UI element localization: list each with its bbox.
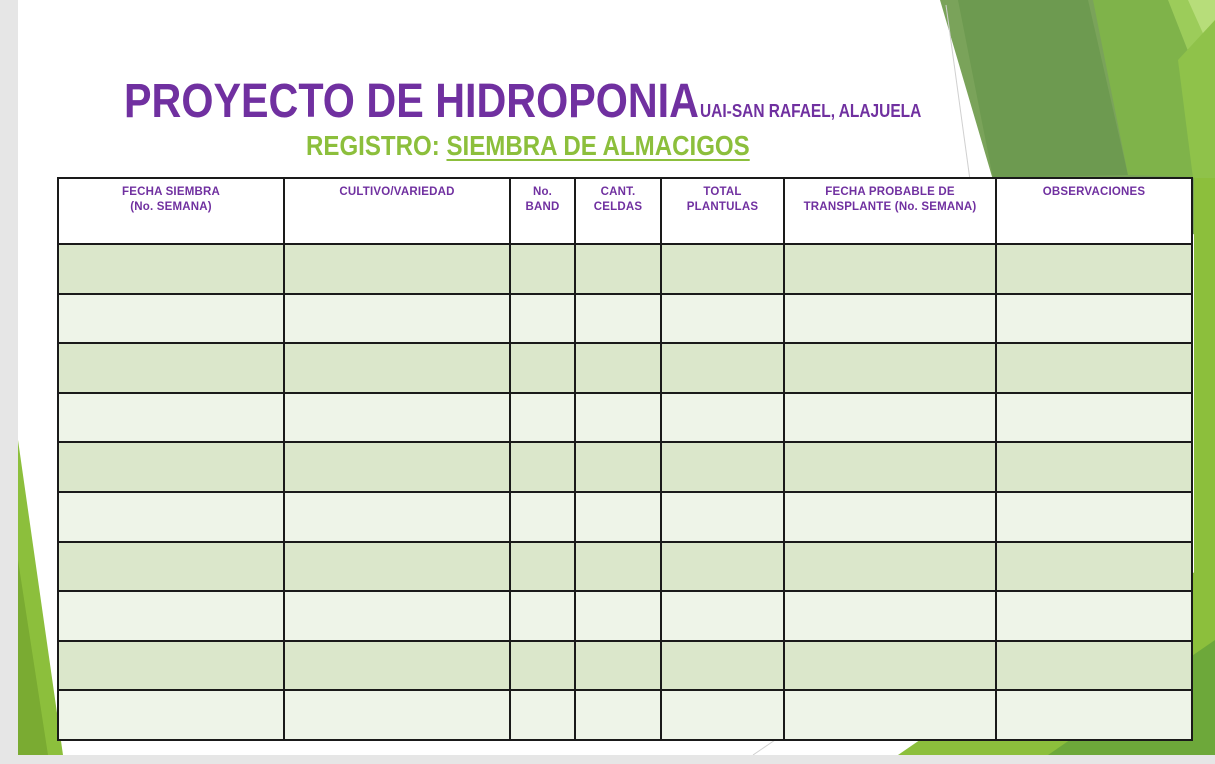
table-cell[interactable]: [661, 641, 784, 691]
table-cell[interactable]: [575, 244, 661, 294]
column-header-text: No.: [532, 186, 553, 198]
column-header-text: CULTIVO/VARIEDAD: [339, 186, 455, 198]
table-cell[interactable]: [58, 294, 284, 344]
table-cell[interactable]: [510, 492, 575, 542]
table-cell[interactable]: [996, 690, 1192, 740]
table-cell[interactable]: [996, 492, 1192, 542]
table-row: [58, 542, 1192, 592]
registro-label: REGISTRO:: [306, 130, 440, 161]
table-cell[interactable]: [510, 690, 575, 740]
table-cell[interactable]: [58, 591, 284, 641]
table-cell[interactable]: [58, 442, 284, 492]
table-row: [58, 690, 1192, 740]
table-cell[interactable]: [661, 442, 784, 492]
column-header-4: [661, 178, 784, 244]
column-header-3: [575, 178, 661, 244]
table-cell[interactable]: [784, 641, 996, 691]
table-cell[interactable]: [996, 244, 1192, 294]
table-cell[interactable]: [784, 393, 996, 443]
table-cell[interactable]: [284, 690, 510, 740]
table-cell[interactable]: [661, 492, 784, 542]
column-header-text: TOTAL: [703, 186, 742, 198]
table-cell[interactable]: [661, 343, 784, 393]
table-cell[interactable]: [510, 244, 575, 294]
column-header-text: BAND: [525, 201, 560, 213]
table-cell[interactable]: [284, 393, 510, 443]
table-cell[interactable]: [58, 641, 284, 691]
table-cell[interactable]: [284, 244, 510, 294]
table-row: [58, 641, 1192, 691]
table-cell[interactable]: [996, 442, 1192, 492]
table-cell[interactable]: [58, 343, 284, 393]
table-cell[interactable]: [996, 343, 1192, 393]
column-header-text: FECHA SIEMBRA: [121, 186, 220, 198]
page-subtitle: UAI-SAN RAFAEL, ALAJUELA: [700, 101, 922, 121]
table-cell[interactable]: [284, 492, 510, 542]
table-cell[interactable]: [661, 591, 784, 641]
registro-value: SIEMBRA DE ALMACIGOS: [446, 130, 750, 161]
table-cell[interactable]: [661, 294, 784, 344]
table-cell[interactable]: [575, 294, 661, 344]
table-cell[interactable]: [784, 294, 996, 344]
title-line: [124, 74, 922, 129]
table-cell[interactable]: [284, 641, 510, 691]
registro-line: [306, 130, 750, 162]
table-cell[interactable]: [58, 393, 284, 443]
table-cell[interactable]: [510, 442, 575, 492]
table-row: [58, 393, 1192, 443]
table-cell[interactable]: [575, 591, 661, 641]
table-cell[interactable]: [575, 442, 661, 492]
table-cell[interactable]: [661, 393, 784, 443]
column-header-5: [784, 178, 996, 244]
table-cell[interactable]: [58, 690, 284, 740]
table-cell[interactable]: [575, 393, 661, 443]
table-cell[interactable]: [58, 492, 284, 542]
table-header-row: [58, 178, 1192, 244]
column-header-text: CANT.: [600, 186, 636, 198]
table-cell[interactable]: [996, 393, 1192, 443]
page-title: PROYECTO DE HIDROPONIA: [124, 75, 699, 128]
table-row: [58, 244, 1192, 294]
table-cell[interactable]: [661, 244, 784, 294]
table-cell[interactable]: [784, 492, 996, 542]
table-cell[interactable]: [996, 294, 1192, 344]
table-cell[interactable]: [575, 690, 661, 740]
table-cell[interactable]: [996, 641, 1192, 691]
table-cell[interactable]: [784, 542, 996, 592]
column-header-0: [58, 178, 284, 244]
table-cell[interactable]: [784, 591, 996, 641]
table-row: [58, 492, 1192, 542]
column-header-text: CELDAS: [593, 201, 643, 213]
slide-canvas[interactable]: [18, 0, 1215, 755]
table-cell[interactable]: [784, 442, 996, 492]
table-cell[interactable]: [284, 294, 510, 344]
table-cell[interactable]: [284, 343, 510, 393]
table-cell[interactable]: [996, 591, 1192, 641]
column-header-6: [996, 178, 1192, 244]
table-cell[interactable]: [784, 244, 996, 294]
table-cell[interactable]: [510, 393, 575, 443]
table-cell[interactable]: [510, 542, 575, 592]
table-cell[interactable]: [510, 294, 575, 344]
table-row: [58, 294, 1192, 344]
table-cell[interactable]: [510, 343, 575, 393]
table-body: [58, 244, 1192, 740]
table-row: [58, 442, 1192, 492]
table-cell[interactable]: [575, 343, 661, 393]
table-cell[interactable]: [661, 690, 784, 740]
table-cell[interactable]: [284, 591, 510, 641]
table-row: [58, 591, 1192, 641]
column-header-1: [284, 178, 510, 244]
table-cell[interactable]: [58, 542, 284, 592]
column-header-2: [510, 178, 575, 244]
table-cell[interactable]: [284, 442, 510, 492]
table-cell[interactable]: [58, 244, 284, 294]
table-cell[interactable]: [575, 492, 661, 542]
table-cell[interactable]: [661, 542, 784, 592]
column-header-text: TRANSPLANTE (No. SEMANA): [803, 201, 977, 213]
table-cell[interactable]: [575, 641, 661, 691]
column-header-text: FECHA PROBABLE DE: [825, 186, 955, 198]
registro-table-wrapper: [57, 177, 1193, 741]
table-cell[interactable]: [284, 542, 510, 592]
column-header-text: PLANTULAS: [686, 201, 759, 213]
table-cell[interactable]: [510, 641, 575, 691]
registro-table: [57, 177, 1193, 741]
column-header-text: OBSERVACIONES: [1042, 186, 1146, 198]
table-cell[interactable]: [575, 542, 661, 592]
table-cell[interactable]: [784, 343, 996, 393]
table-cell[interactable]: [996, 542, 1192, 592]
column-header-text: (No. SEMANA): [130, 201, 212, 213]
table-cell[interactable]: [510, 591, 575, 641]
table-cell[interactable]: [784, 690, 996, 740]
table-row: [58, 343, 1192, 393]
